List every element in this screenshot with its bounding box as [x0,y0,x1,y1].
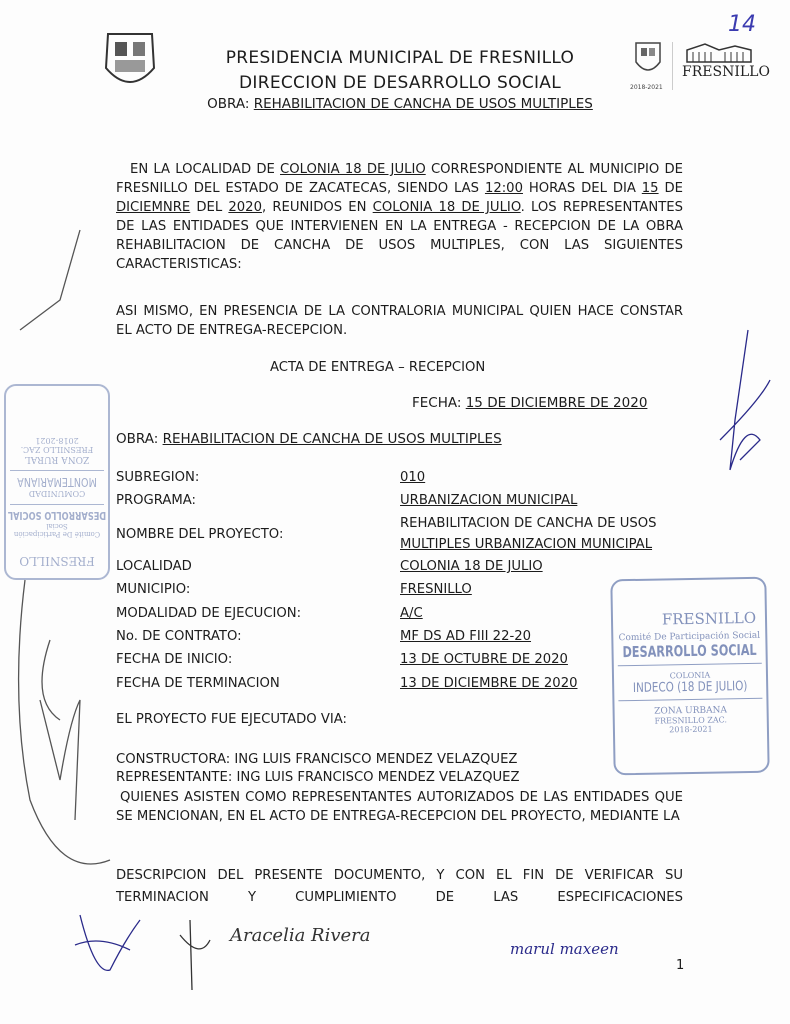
stamp-comite: Comité De Participación Social [618,630,761,644]
intro-text: , REUNIDOS EN [261,200,367,215]
intro-anio: 2020 [228,200,262,215]
page-number: 1 [676,958,685,973]
stamp-zona: ZONA URBANA [618,698,762,718]
fecha-label: FECHA: [412,395,462,411]
field-value-localidad: COLONIA 18 DE JULIO [400,559,543,574]
signature-aracelia: Aracelia Rivera [230,925,371,946]
field-label-proyecto: NOMBRE DEL PROYECTO: [116,527,284,542]
intro-text: EN LA LOCALIDAD DE [130,162,275,177]
stamp-tipo: COLONIA [618,663,762,682]
stamp-nombre: MONTEMARIANA [17,475,97,489]
stamp-logo: FRESNILLO [19,554,95,568]
intro-text: . LOS REPRESENTANTES DE LAS ENTIDADES QUE INTERVIENEN EN LA ENTREGA - RECEPCION DE LA OBRA REHABILITACION DE CANCHA DE USOS MULTIPLES, CON LAS SIGUIENTES CARACTERISTICAS: [116,200,683,272]
stamp-ciudad: FRESNILLO ZAC. [20,445,94,454]
field-label-municipio: MUNICIPIO: [116,582,191,597]
obra-label: OBRA: [207,96,250,112]
constructora-text: CONSTRUCTORA: ING LUIS FRANCISCO MENDEZ VELAZQUEZ [116,752,518,767]
field-value-proyecto: REHABILITACION DE CANCHA DE USOS [400,516,657,531]
field-value-proyecto-line2: MULTIPLES URBANIZACION MUNICIPAL [400,537,653,552]
obra-value: REHABILITACION DE CANCHA DE USOS MULTIPLES [253,96,593,112]
field-label-modalidad: MODALIDAD DE EJECUCION: [116,606,302,621]
signature-left-margin [19,230,110,864]
obra-label: OBRA: [116,431,159,447]
signature-bottom-1 [75,915,140,970]
header-line2: DIRECCION DE DESARROLLO SOCIAL [239,73,561,93]
stamp-zona: ZONA RURAL [10,454,104,471]
seal-period: 2018-2021 [630,84,663,91]
ejecutado-text: EL PROYECTO FUE EJECUTADO VIA: [116,712,347,727]
field-label-fecha-terminacion: FECHA DE TERMINACION [116,676,280,691]
fresnillo-logo-text: FRESNILLO [682,64,770,80]
fecha-value: 15 DE DICIEMBRE DE 2020 [465,395,648,411]
stamp-ciudad: FRESNILLO ZAC. [654,715,728,726]
field-label-subregion: SUBREGION: [116,470,200,485]
field-value-programa: URBANIZACION MUNICIPAL [400,493,578,508]
field-value-fecha-terminacion: 13 DE DICIEMBRE DE 2020 [400,676,578,691]
intro-mes: DICIEMNRE [116,200,191,215]
contraloria-paragraph: ASI MISMO, EN PRESENCIA DE LA CONTRALORIA MUNICIPAL QUIEN HACE CONSTAR EL ACTO DE ENTREGA-RECEPCION. [116,304,683,338]
descripcion-paragraph: DESCRIPCION DEL PRESENTE DOCUMENTO, Y CON EL FIN DE VERIFICAR SU TERMINACION Y CUMPLIMIENTO DE LAS ESPECIFICACIONES [116,868,683,905]
intro-lugar: COLONIA 18 DE JULIO [372,200,521,215]
acta-title: ACTA DE ENTREGA – RECEPCION [270,360,486,375]
intro-text: DEL [196,200,223,215]
field-label-localidad: LOCALIDAD [116,559,192,574]
stamp-nombre: INDECO (18 DE JULIO) [632,679,748,696]
intro-localidad: COLONIA 18 DE JULIO [280,162,426,177]
stamp-periodo: 2018-2021 [669,724,713,735]
stamp-periodo: 2018-2021 [35,436,79,445]
field-value-modalidad: A/C [400,606,423,621]
quienes-paragraph: QUIENES ASISTEN COMO REPRESENTANTES AUTORIZADOS DE LAS ENTIDADES QUE SE MENCIONAN, EN EL ACTO DE ENTREGA-RECEPCION DEL PROYECTO, MEDIANTE LA [116,790,683,824]
intro-hora: 12:00 [484,181,523,196]
stamp-tipo: COMUNIDAD [10,489,104,505]
field-value-contrato: MF DS AD FIII 22-20 [400,629,532,644]
intro-dia: 15 [641,181,659,196]
signature-bottom-2 [180,920,210,990]
signature-right-margin [720,330,770,470]
stamp-logo: FRESNILLO [661,608,757,629]
obra-value: REHABILITACION DE CANCHA DE USOS MULTIPLES [162,431,502,447]
field-label-fecha-inicio: FECHA DE INICIO: [116,652,233,667]
stamp-comite: Comité De Participación Social [13,522,101,538]
field-value-municipio: FRESNILLO [400,582,472,597]
field-label-contrato: No. DE CONTRATO: [116,629,242,644]
stamp-area: DESARROLLO SOCIAL [7,509,107,522]
field-value-subregion: 010 [400,470,426,485]
intro-text: DE [664,181,683,196]
stamp-area: DESARROLLO SOCIAL [622,640,757,662]
intro-text: CORRESPONDIENTE AL MUNICIPIO DE FRESNILLO DEL ESTADO DE ZACATECAS, SIENDO LAS [116,162,683,196]
intro-text: HORAS DEL DIA [528,181,636,196]
signature-marul: marul maxeen [510,940,619,958]
header-line1: PRESIDENCIA MUNICIPAL DE FRESNILLO [225,48,575,68]
field-value-fecha-inicio: 13 DE OCTUBRE DE 2020 [400,652,568,667]
field-label-programa: PROGRAMA: [116,493,196,508]
handwritten-page-mark: 14 [728,12,756,37]
representante-text: REPRESENTANTE: ING LUIS FRANCISCO MENDEZ VELAZQUEZ [116,770,520,785]
